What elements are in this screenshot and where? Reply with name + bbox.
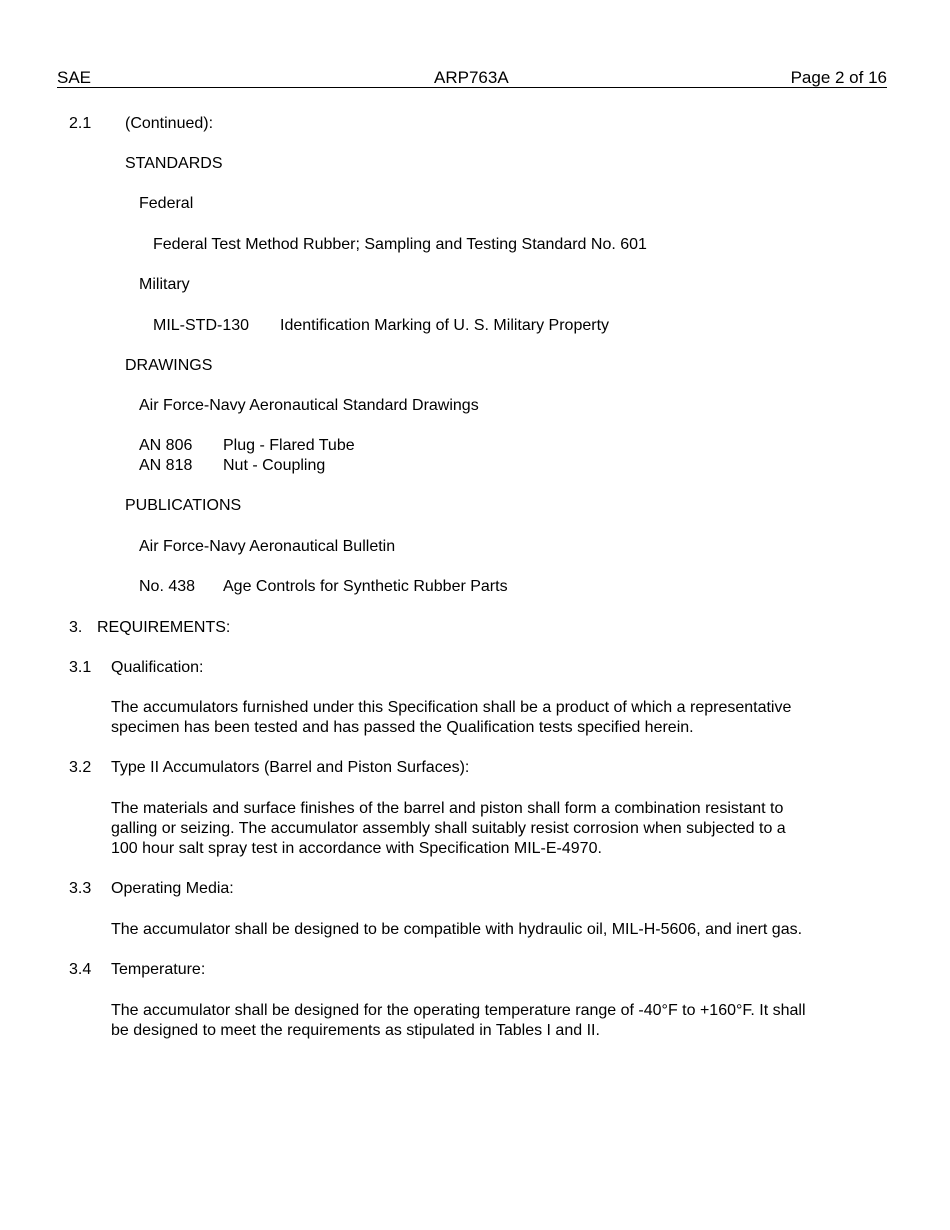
publications-subheading: Air Force-Navy Aeronautical Bulletin [139, 538, 396, 555]
subsection-title: Temperature: [111, 961, 206, 978]
drawing-title: Nut - Coupling [223, 457, 326, 474]
header-org: SAE [57, 68, 92, 87]
subsection-number: 3.3 [69, 880, 92, 897]
federal-heading: Federal [139, 195, 194, 212]
subsection-title: Type II Accumulators (Barrel and Piston Surfaces): [111, 759, 470, 776]
subsection-number: 3.1 [69, 659, 92, 676]
drawings-subheading: Air Force-Navy Aeronautical Standard Drawings [139, 397, 479, 414]
drawing-title: Plug - Flared Tube [223, 437, 355, 454]
publication-title: Age Controls for Synthetic Rubber Parts [223, 578, 508, 595]
section-title: (Continued): [125, 115, 214, 132]
publication-code: No. 438 [139, 578, 196, 595]
military-title: Identification Marking of U. S. Military Property [280, 317, 610, 334]
drawing-code: AN 806 [139, 437, 193, 454]
header-doc-number: ARP763A [434, 68, 509, 87]
section-number: 2.1 [69, 115, 92, 132]
paragraph-line: The accumulators furnished under this Specification shall be a product of which a representative [111, 699, 792, 716]
paragraph-line: 100 hour salt spray test in accordance with Specification MIL-E-4970. [111, 840, 602, 857]
federal-entry: Federal Test Method Rubber; Sampling and Testing Standard No. 601 [153, 236, 647, 253]
paragraph-line: galling or seizing. The accumulator assembly shall suitably resist corrosion when subjected to a [111, 820, 786, 837]
subsection-title: Qualification: [111, 659, 204, 676]
section-title: REQUIREMENTS: [97, 619, 231, 636]
header-rule [57, 87, 887, 88]
subsection-title: Operating Media: [111, 880, 234, 897]
military-code: MIL-STD-130 [153, 317, 250, 334]
paragraph-line: The materials and surface finishes of the barrel and piston shall form a combination resistant to [111, 800, 784, 817]
publications-heading: PUBLICATIONS [125, 497, 242, 514]
subsection-number: 3.2 [69, 759, 92, 776]
paragraph-line: The accumulator shall be designed to be compatible with hydraulic oil, MIL-H-5606, and inert gas. [111, 921, 803, 938]
military-heading: Military [139, 276, 190, 293]
header-page-number: Page 2 of 16 [790, 68, 887, 87]
subsection-number: 3.4 [69, 961, 92, 978]
drawings-heading: DRAWINGS [125, 357, 213, 374]
section-number: 3. [69, 619, 83, 636]
paragraph-line: The accumulator shall be designed for the operating temperature range of -40°F to +160°F. It shall [111, 1002, 806, 1019]
drawing-code: AN 818 [139, 457, 193, 474]
paragraph-line: specimen has been tested and has passed the Qualification tests specified herein. [111, 719, 694, 736]
standards-heading: STANDARDS [125, 155, 223, 172]
paragraph-line: be designed to meet the requirements as stipulated in Tables I and II. [111, 1022, 600, 1039]
